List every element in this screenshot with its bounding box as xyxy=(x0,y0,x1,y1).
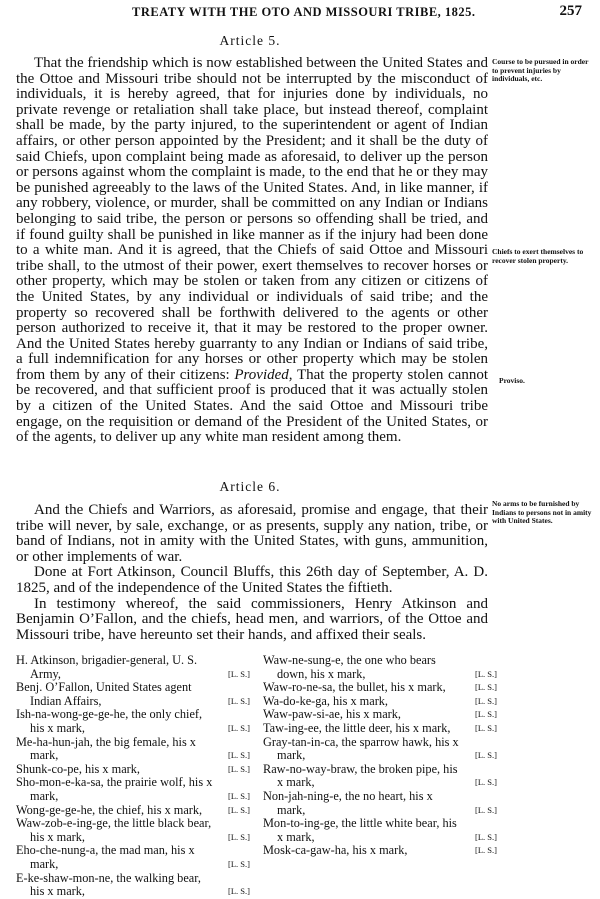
seal-mark: [L. S.] xyxy=(228,668,250,679)
article-5-text-after: That the property stolen cannot be recovered, and that sufficient proof is produced that it was actually stolen by a citizen of the United States. And the said Ottoe and Missouri tribe engage, on the requisition or demand of the President of the United States, or of the agents, to deliver up any white man resident among them. xyxy=(16,366,488,446)
signatory-name: Wong-ge-ge-he, the chief, his x mark, xyxy=(16,802,203,817)
signatory-name: Benj. O’Fallon, United States agent Indian Affairs, xyxy=(16,680,192,708)
signatory-name: Waw-zob-e-ing-ge, the little black bear, his x mark, xyxy=(16,816,212,844)
signature-entry xyxy=(263,763,497,790)
signatory-name: Gray-tan-in-ca, the sparrow hawk, his x mark, xyxy=(263,734,459,763)
seal-mark: [L. S.] xyxy=(228,763,250,774)
proviso-word: Provided, xyxy=(234,366,293,383)
seal-mark: [L. S.] xyxy=(228,722,250,733)
article-5-heading: Article 5. xyxy=(219,33,281,48)
seal-mark: [L. S.] xyxy=(475,777,497,788)
signatory-name: Raw-no-way-braw, the broken pipe, his x mark, xyxy=(263,761,458,790)
seal-mark: [L. S.] xyxy=(475,668,497,679)
signature-entry xyxy=(263,736,497,763)
seal-mark: [L. S.] xyxy=(228,831,250,842)
signatory-name: Wa-do-ke-ga, his x mark, xyxy=(263,693,389,708)
signature-entry xyxy=(263,790,497,817)
signatory-name: Taw-ing-ee, the little deer, his x mark, xyxy=(263,720,451,735)
signature-entry xyxy=(16,776,250,803)
signature-entry xyxy=(16,763,250,777)
seal-mark: [L. S.] xyxy=(475,722,497,733)
signature-entry xyxy=(16,708,250,735)
article-6-heading: Article 6. xyxy=(219,479,281,494)
seal-mark: [L. S.] xyxy=(228,750,250,761)
signature-entry xyxy=(16,681,250,708)
signature-entry xyxy=(16,817,250,844)
signatory-name: Waw-ne-sung-e, the one who bears down, his x mark, xyxy=(263,653,436,681)
signature-entry xyxy=(16,654,250,681)
signatory-name: Me-ha-hun-jah, the big female, his x mark, xyxy=(16,734,196,763)
margin-note-course: Course to be pursued in order to prevent injuries by individuals, etc. xyxy=(492,57,589,84)
article-5-body xyxy=(16,56,488,446)
seal-mark: [L. S.] xyxy=(475,750,497,761)
signature-entry xyxy=(16,804,250,818)
signature-entry xyxy=(263,844,497,858)
signatory-name: Shunk-co-pe, his x mark, xyxy=(16,761,140,776)
article-6-body xyxy=(16,503,488,643)
signatory-name: Waw-paw-si-ae, his x mark, xyxy=(263,707,401,722)
seal-mark: [L. S.] xyxy=(228,804,250,815)
signatory-name: Mosk-ca-gaw-ha, his x mark, xyxy=(263,843,408,858)
done-at-text: Done at Fort Atkinson, Council Bluffs, this 26th day of September, A. D. 1825, and of the independence of the United States the fiftieth. xyxy=(16,564,488,596)
signature-entry xyxy=(263,695,497,709)
signature-entry xyxy=(263,817,497,844)
seal-mark: [L. S.] xyxy=(475,709,497,720)
signature-entry xyxy=(263,681,497,695)
signature-entry xyxy=(16,872,250,899)
margin-note-proviso: Proviso. xyxy=(499,376,525,385)
seal-mark: [L. S.] xyxy=(228,790,250,801)
testimony-text: In testimony whereof, the said commissioners, Henry Atkinson and Benjamin O’Fallon, and the chiefs, head men, and warriors, of the Ottoe and Missouri tribe, have hereunto set their hands, and affixed their seals. xyxy=(16,595,488,643)
article-6-text: And the Chiefs and Warriors, as aforesaid, promise and engage, that their tribe will never, by sale, exchange, or as presents, supply any nation, tribe, or band of Indians, not in amity with the United States, with guns, ammunition, or other implements of war. xyxy=(16,502,488,565)
seal-mark: [L. S.] xyxy=(475,682,497,693)
margin-note-chiefs: Chiefs to exert themselves to recover stolen property. xyxy=(492,247,584,265)
signatures-right-column xyxy=(263,654,497,858)
seal-mark: [L. S.] xyxy=(475,831,497,842)
seal-mark: [L. S.] xyxy=(228,886,250,897)
seal-mark: [L. S.] xyxy=(475,804,497,815)
signature-entry xyxy=(16,844,250,871)
running-title: TREATY WITH THE OTO AND MISSOURI TRIBE, 1825. xyxy=(132,5,476,19)
signature-entry xyxy=(263,654,497,681)
signatory-name: Non-jah-ning-e, the no heart, his x mark, xyxy=(263,788,433,817)
seal-mark: [L. S.] xyxy=(475,695,497,706)
seal-mark: [L. S.] xyxy=(228,695,250,706)
signatory-name: Waw-ro-ne-sa, the bullet, his x mark, xyxy=(263,680,446,695)
page-number: 257 xyxy=(559,3,582,19)
signatures-left-column xyxy=(16,654,250,899)
signature-entry xyxy=(263,722,497,736)
article-5-text: That the friendship which is now established between the United States and the Ottoe and Missouri tribe should not be interrupted by the misconduct of individuals, it is hereby agreed, that for injuries done by individuals, no private revenge or retaliation shall take place, but instead thereof, complaint shall be made, by the party injured, to the superintendent or agent of Indian affairs, or other person appointed by the President; and it shall be the duty of said Chiefs, upon complaint being made as aforesaid, to deliver up the person or persons against whom the complaint is made, to the end that he or they may be punished agreeably to the laws of the United States. And, in like manner, if any robbery, violence, or murder, shall be committed on any Indian or Indians belonging to said tribe, the person or persons so offending shall be tried, and if found guilty shall be punished in like manner as if the injury had been done to a white man. And it is agreed, that the Chiefs of said Ottoe and Missouri tribe shall, to the utmost of their power, exert themselves to recover horses or other property, which may be stolen or taken from any citizen or citizens of the United States, by any individual or individuals of said tribe; and the property so recovered shall be forthwith delivered to the agents or other person authorized to receive it, that it may be restored to the proper owner. And the United States hereby guarranty to any Indian or Indians of said tribe, a full indemnification for any horses or other property which may be stolen from them by any of their citizens: xyxy=(16,55,488,383)
signatory-name: Ish-na-wong-ge-ge-he, the only chief, his x mark, xyxy=(16,707,203,735)
seal-mark: [L. S.] xyxy=(228,858,250,869)
signature-entry xyxy=(16,736,250,763)
margin-note-no-arms: No arms to be furnished by Indians to persons not in amity with United States. xyxy=(492,499,592,526)
signature-entry xyxy=(263,708,497,722)
signatory-name: Eho-che-nung-a, the mad man, his x mark, xyxy=(16,843,195,871)
article-5-paragraph xyxy=(16,56,488,446)
signatory-name: H. Atkinson, brigadier-general, U. S. Army, xyxy=(16,653,198,681)
signatory-name: Sho-mon-e-ka-sa, the prairie wolf, his x mark, xyxy=(16,775,213,803)
signatory-name: E-ke-shaw-mon-ne, the walking bear, his x mark, xyxy=(16,870,201,899)
seal-mark: [L. S.] xyxy=(475,845,497,856)
signatory-name: Mon-to-ing-ge, the little white bear, his x mark, xyxy=(263,816,457,844)
page-header xyxy=(0,3,600,23)
